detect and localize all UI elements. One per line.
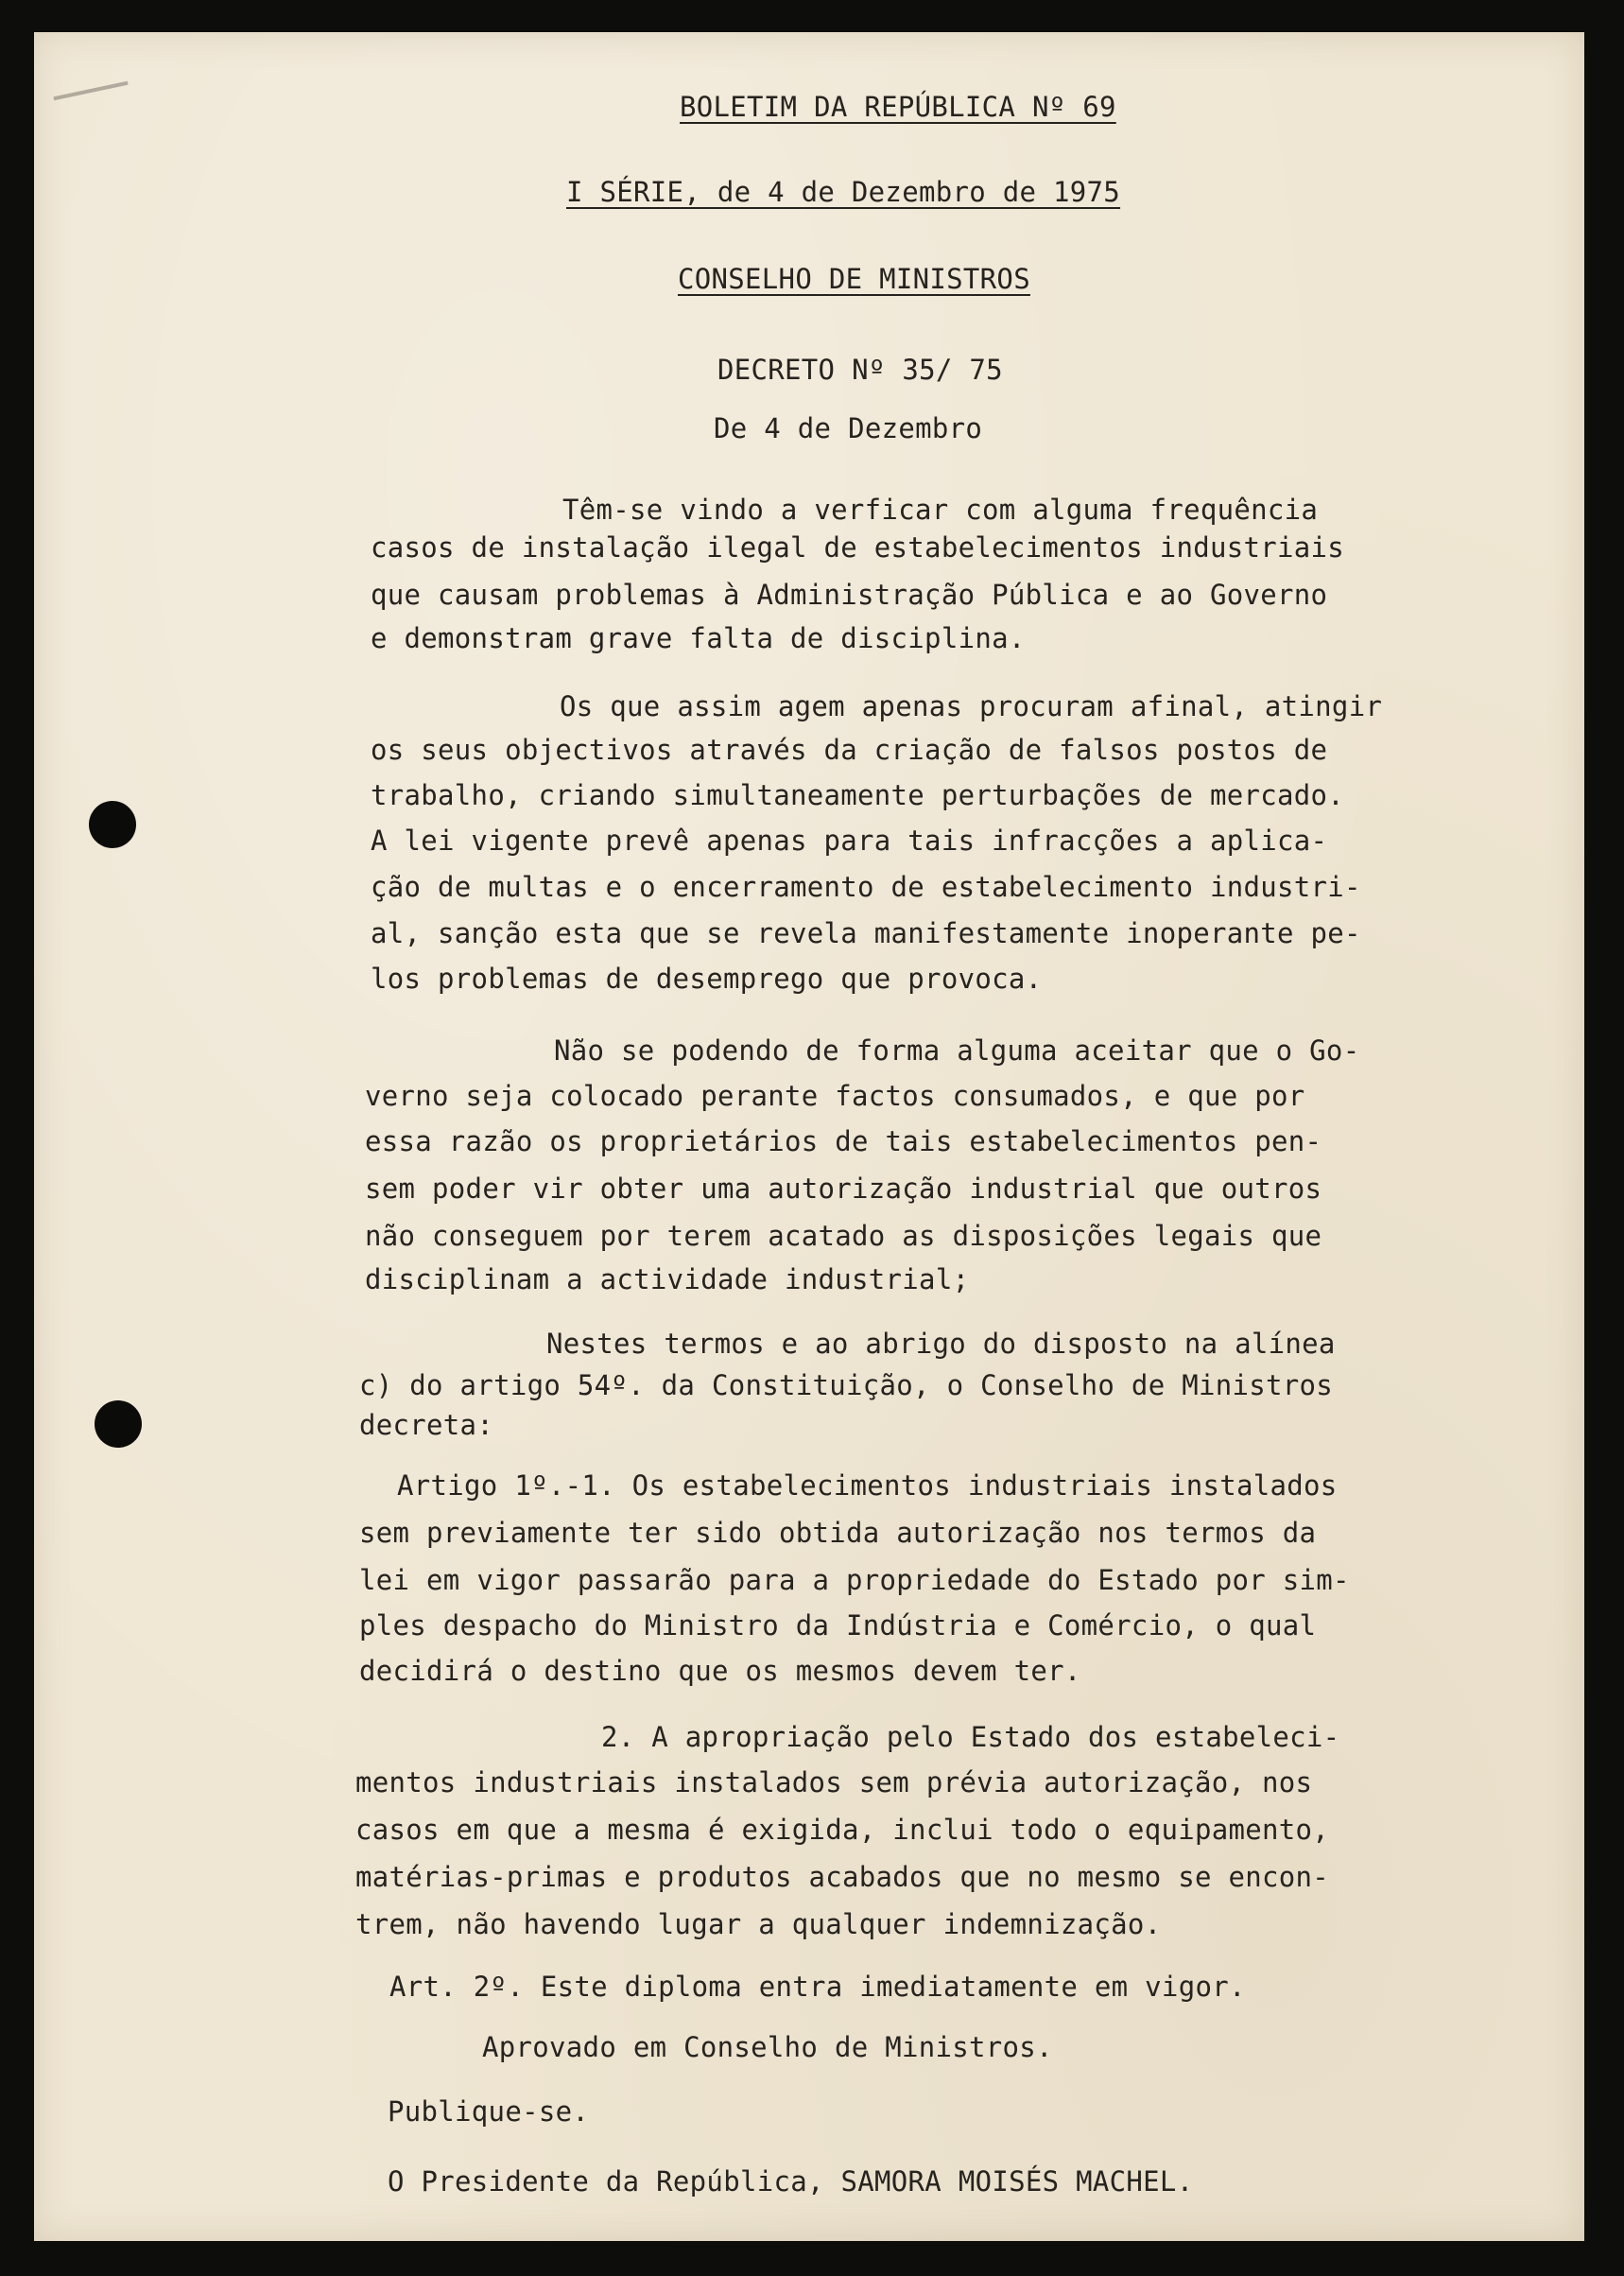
article-1-2-line: casos em que a mesma é exigida, inclui todo o equipamento,: [355, 1814, 1330, 1846]
article-1-2-line: trem, não havendo lugar a qualquer indemnização.: [355, 1908, 1162, 1940]
article-1-line: decidirá o destino que os mesmos devem ter.: [359, 1655, 1081, 1687]
punch-hole-top: [89, 801, 136, 848]
paragraph-2-line: al, sanção esta que se revela manifestamente inoperante pe-: [371, 917, 1361, 949]
paragraph-1-line: Têm-se vindo a verficar com alguma frequência: [562, 494, 1319, 526]
paragraph-3-line: disciplinam a actividade industrial;: [365, 1263, 970, 1295]
bulletin-title: BOLETIM DA REPÚBLICA Nº 69: [680, 91, 1116, 123]
decree-number: DECRETO Nº 35/ 75: [717, 354, 1003, 386]
paragraph-2-line: Os que assim agem apenas procuram afinal, atingir: [560, 690, 1383, 722]
paragraph-4-line: c) do artigo 54º. da Constituição, o Conselho de Ministros: [359, 1369, 1334, 1401]
paragraph-2-line: A lei vigente prevê apenas para tais infracções a aplica-: [371, 825, 1328, 857]
paragraph-3-line: sem poder vir obter uma autorização industrial que outros: [365, 1173, 1322, 1205]
document-page: [34, 32, 1584, 2241]
article-1-line: lei em vigor passarão para a propriedade do Estado por sim-: [359, 1564, 1350, 1596]
paragraph-4-line: Nestes termos e ao abrigo do disposto na alínea: [546, 1328, 1336, 1360]
article-2: Art. 2º. Este diploma entra imediatamente em vigor.: [389, 1971, 1246, 2003]
article-1-2-line: 2. A apropriação pelo Estado dos estabeleci-: [601, 1721, 1340, 1753]
paragraph-2-line: os seus objectivos através da criação de falsos postos de: [371, 734, 1328, 766]
ink-mark: [53, 81, 128, 101]
paragraph-1-line: e demonstram grave falta de disciplina.: [371, 622, 1026, 654]
paragraph-3-line: não conseguem por terem acatado as disposições legais que: [365, 1220, 1322, 1252]
decree-date: De 4 de Dezembro: [714, 412, 983, 444]
article-1-line: sem previamente ter sido obtida autorização nos termos da: [359, 1517, 1317, 1549]
paragraph-3-line: essa razão os proprietários de tais estabelecimentos pen-: [365, 1125, 1322, 1157]
paragraph-2-line: ção de multas e o encerramento de estabelecimento industri-: [371, 871, 1361, 903]
council-heading: CONSELHO DE MINISTROS: [678, 263, 1030, 295]
approval-line: Aprovado em Conselho de Ministros.: [482, 2031, 1053, 2063]
article-1-line: ples despacho do Ministro da Indústria e Comércio, o qual: [359, 1609, 1317, 1642]
series-line: I SÉRIE, de 4 de Dezembro de 1975: [566, 176, 1121, 208]
paragraph-1-line: casos de instalação ilegal de estabelecimentos industriais: [371, 531, 1345, 564]
publish-line: Publique-se.: [388, 2095, 590, 2128]
punch-hole-bottom: [95, 1400, 142, 1448]
article-1-line: Artigo 1º.-1. Os estabelecimentos industriais instalados: [397, 1469, 1338, 1502]
paragraph-3-line: verno seja colocado perante factos consumados, e que por: [365, 1080, 1305, 1112]
paragraph-4-line: decreta:: [359, 1409, 494, 1441]
paragraph-2-line: los problemas de desemprego que provoca.: [371, 963, 1043, 995]
article-1-2-line: matérias-primas e produtos acabados que no mesmo se encon-: [355, 1861, 1330, 1893]
paragraph-3-line: Não se podendo de forma alguma aceitar que o Go-: [554, 1034, 1360, 1067]
president-signature-line: O Presidente da República, SAMORA MOISÉS MACHEL.: [388, 2165, 1194, 2198]
paragraph-1-line: que causam problemas à Administração Pública e ao Governo: [371, 579, 1328, 611]
paragraph-2-line: trabalho, criando simultaneamente perturbações de mercado.: [371, 779, 1345, 811]
article-1-2-line: mentos industriais instalados sem prévia autorização, nos: [355, 1766, 1313, 1798]
